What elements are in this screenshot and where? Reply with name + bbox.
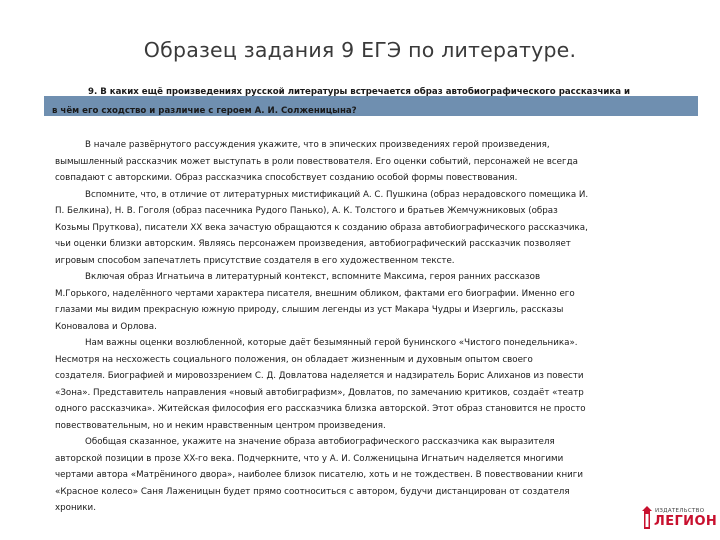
body-line: В начале развёрнутого рассуждения укажите, что в эпических произведениях герой произведения, [85, 140, 550, 150]
body-line: повествовательным, но и неким нравственным центром произведения. [55, 420, 386, 431]
body-line: одного рассказчика». Житейская философия его рассказчика близка авторской. Этот образ становится не просто [55, 404, 586, 414]
body-line: хроники. [55, 503, 96, 513]
body-line: игровым способом запечатлеть присутствие создателя в его художественном тексте. [55, 255, 455, 266]
logo-caption: ИЗДАТЕЛЬСТВО [655, 508, 705, 514]
question-line: в чём его сходство и различие с героем А. И. Солженицына? [52, 106, 357, 116]
question-line: 9. В каких ещё произведениях русской литературы встречается образ автобиографического рассказчика и [88, 87, 631, 97]
legion-emblem-icon [640, 505, 654, 531]
body-line: Включая образ Игнатьича в литературный контекст, вспомните Максима, героя ранних рассказов [85, 272, 541, 282]
body-line: чертами автора «Матрёниного двора», наиболее близок писателю, хоть и не тождествен. В повествовании книги [55, 470, 584, 480]
logo-name: ЛЕГИОН [654, 514, 718, 529]
body-line: Обобщая сказанное, укажите на значение образа автобиографического рассказчика как выразителя [85, 437, 555, 447]
body-line: чьи оценки близки авторским. Являясь персонажем произведения, автобиографический рассказчик позволяет [55, 239, 571, 249]
body-line: Вспомните, что, в отличие от литературных мистификаций А. С. Пушкина (образ нерадовского помещика И. [85, 189, 589, 200]
body-line: Коновалова и Орлова. [55, 321, 157, 332]
body-line: глазами мы видим прекрасную южную природу, слышим легенды из уст Макара Чудры и Изергиль, рассказы [55, 305, 564, 315]
body-line: создателя. Биографией и мировоззрением С. Д. Довлатова наделяется и надзиратель Борис Алиханов из повести [55, 371, 584, 381]
body-line: авторской позиции в прозе XX-го века. Подчеркните, что у А. И. Солженицына Игнатьич наделяется многими [55, 453, 564, 464]
body-line: Нам важны оценки возлюбленной, которые даёт безымянный герой бунинского «Чистого понедельника». [85, 338, 578, 348]
slide-title: Образец задания 9 ЕГЭ по литературе. [143, 38, 577, 62]
body-line: «Зона». Представитель направления «новый автобиграфизм», Довлатов, по замечанию критиков, создаёт «театр [55, 387, 584, 398]
question-text [52, 83, 692, 121]
body-line: Козьмы Пруткова), писатели XX века зачастую обращаются к созданию образа автобиографического рассказчика, [55, 222, 588, 233]
body-line: М.Горького, наделённого чертами характера писателя, внешним обликом, фактами его биографии. Именно его [55, 288, 575, 299]
body-line: П. Белкина), Н. В. Гоголя (образ пасечника Рудого Панько), А. К. Толстого и братьев Жемчужниковых (образ [55, 206, 558, 216]
body-line: «Красное колесо» Саня Лаженицын будет прямо соотноситься с автором, будучи дистанцирован от создателя [55, 486, 570, 497]
body-line: Несмотря на несхожесть социального положения, он обладает жизненным и духовным опытом своего [55, 354, 533, 365]
answer-body [55, 137, 690, 517]
body-line: совпадают с авторскими. Образ рассказчика способствует созданию особой формы повествования. [55, 173, 518, 183]
publisher-logo [640, 505, 718, 533]
body-line: вымышленный рассказчик может выступать в роли повествователя. Его оценки событий, персонажей не всегда [55, 156, 578, 167]
